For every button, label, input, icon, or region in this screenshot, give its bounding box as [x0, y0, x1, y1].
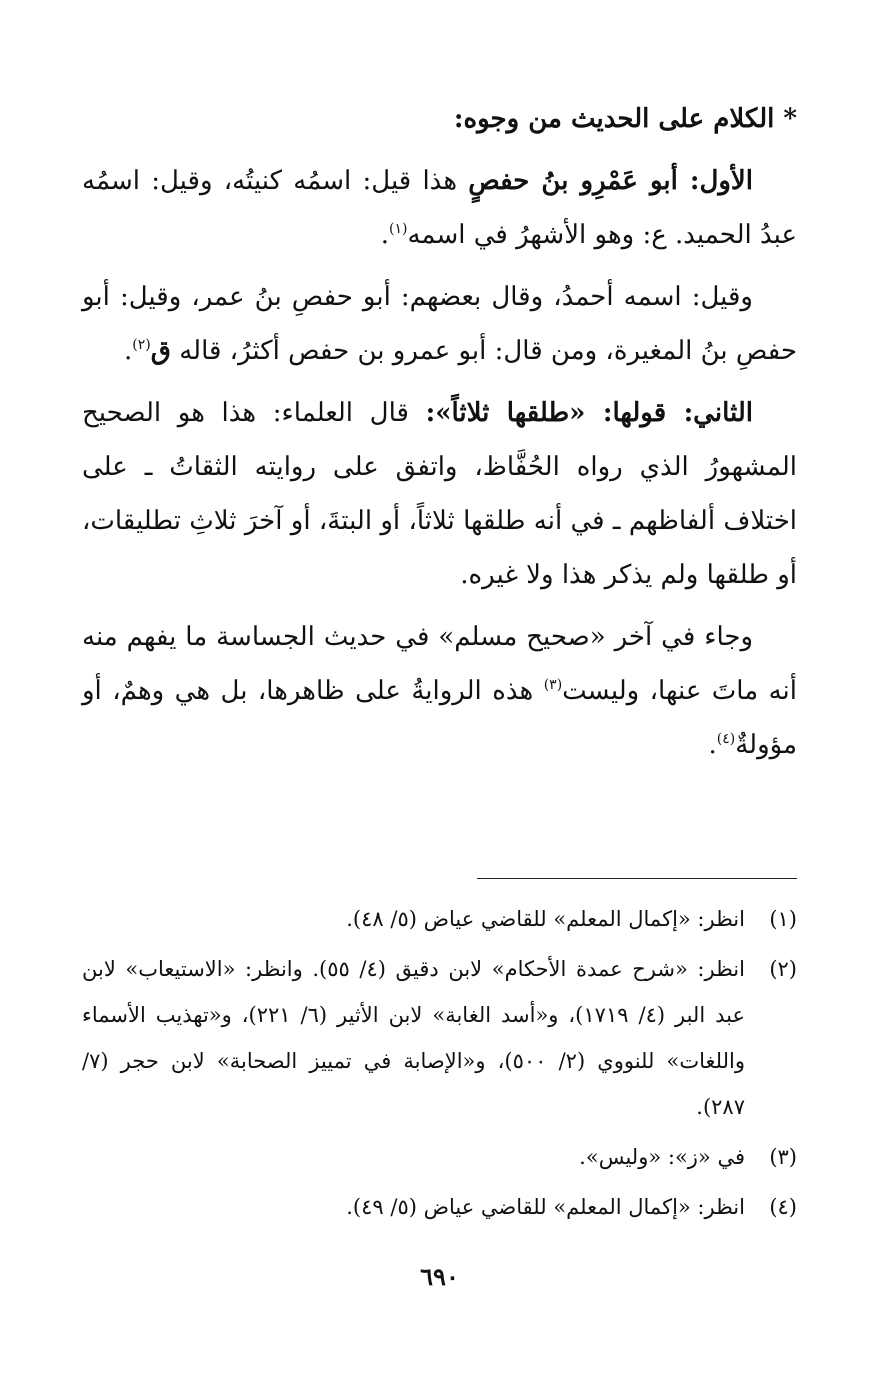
main-text: [82, 92, 797, 780]
footnote-text: انظر: «شرح عمدة الأحكام» لابن دقيق (٤/ ٥٥). وانظر: «الاستيعاب» لابن عبد البر (٤/ ١٧١٩)، و«أسد الغابة» لابن الأثير (٦/ ٢٢١)، و«تهذيب الأسماء واللغات» للنووي (٢/ ٥٠٠)، و«الإصابة في تمييز الصحابة» لابن حجر (٧/ ٢٨٧).: [82, 957, 745, 1119]
page-number: ٦٩٠: [420, 1262, 459, 1291]
footnote-number: (١): [769, 907, 797, 931]
section-heading: * الكلام على الحديث من وجوه:: [453, 104, 797, 134]
footnote-text: في «ز»: «وليس».: [579, 1145, 745, 1169]
footnote-1: [82, 896, 797, 942]
paragraph-2: [82, 270, 797, 378]
paragraph-3-lead: الثاني: قولها: «طلقها ثلاثاً»:: [425, 398, 753, 428]
footnote-number: (٢): [769, 957, 797, 981]
paragraph-1-text: هذا قيل: اسمُه كنيتُه، وقيل: اسمُه عبدُ الحميد. ع: وهو الأشهرُ في اسمه: [82, 166, 797, 250]
paragraph-2-tail: .: [124, 336, 133, 366]
paragraph-1: [82, 154, 797, 262]
footnote-text: انظر: «إكمال المعلم» للقاضي عياض (٥/ ٤٨).: [346, 907, 745, 931]
paragraph-4-text-1: وجاء في آخر «صحيح مسلم» في حديث الجساسة ما يفهم منه أنه ماتَ عنها، وليست: [82, 622, 797, 706]
paragraph-2-text: وقيل: اسمه أحمدُ، وقال بعضهم: أبو حفصِ بنُ عمر، وقيل: أبو حفصِ بنُ المغيرة، ومن قال: أبو عمرو بن حفص أكثرُ، قاله: [82, 282, 797, 366]
footnote-number: (٣): [769, 1145, 797, 1169]
paragraph-4: [82, 610, 797, 772]
paragraph-4-text-2: هذه الروايةُ على ظاهرها، بل هي وهمٌ، أو مؤولةٌ: [82, 676, 797, 760]
footnote-ref-3[interactable]: (٣): [543, 677, 563, 693]
footnote-3: [82, 1134, 797, 1180]
footnote-2: [82, 946, 797, 1130]
footnote-text: انظر: «إكمال المعلم» للقاضي عياض (٥/ ٤٩).: [346, 1195, 745, 1219]
paragraph-2-source: ق: [150, 336, 171, 366]
footnote-number: (٤): [769, 1195, 797, 1219]
footnote-separator: [477, 878, 797, 879]
paragraph-3: [82, 386, 797, 602]
footnote-ref-1[interactable]: (١): [389, 221, 408, 237]
paragraph-3-text: قال العلماء: هذا هو الصحيح المشهورُ الذي رواه الحُفَّاظ، واتفق على روايته الثقاتُ ـ على اختلاف ألفاظهم ـ في أنه طلقها ثلاثاً، أو البتةَ، أو آخرَ ثلاثِ تطليقات، أو طلقها ولم يذكر هذا ولا غيره.: [82, 398, 797, 590]
footnote-ref-4[interactable]: (٤): [716, 731, 736, 747]
paragraph-1-lead: الأول: أبو عَمْرِو بنُ حفصٍ: [468, 166, 753, 196]
paragraph-4-tail: .: [708, 730, 717, 760]
footnote-4: [82, 1184, 797, 1230]
paragraph-1-tail: .: [380, 220, 389, 250]
footnote-ref-2[interactable]: (٢): [132, 337, 151, 353]
footnotes: [82, 896, 797, 1234]
